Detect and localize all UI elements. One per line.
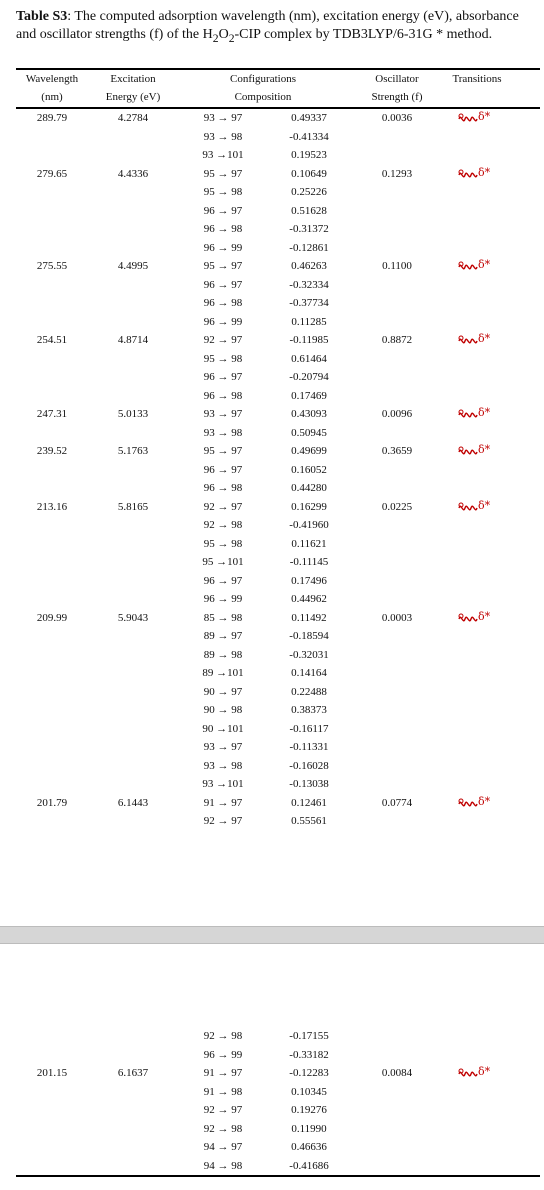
energy-cell: 6.1443 (117, 796, 149, 809)
caption-o: O (218, 27, 229, 42)
header-oscillator (362, 73, 432, 104)
wavelength-cell: 209.99 (36, 611, 68, 624)
transition-label: δ* (478, 332, 491, 345)
configuration-cell: 89 → 98 (203, 648, 243, 661)
oscillator-cell: 0.0774 (381, 796, 413, 809)
transition-symbol (458, 259, 498, 273)
configuration-cell: 92 → 98 (203, 1030, 243, 1042)
header-bottom-rule (16, 107, 540, 109)
composition-cell: -0.13038 (289, 778, 329, 790)
energy-cell: 4.8714 (117, 334, 149, 346)
configuration-cell: 96 → 97 (203, 463, 243, 476)
configuration-cell: 90 →101 (202, 722, 244, 735)
composition-cell: 0.10345 (291, 1085, 327, 1098)
header-osc-line2: Strength (f) (371, 91, 423, 103)
caption-text-1: : The computed adsorption wavelength (nm), excitation energy (eV), absorbance and oscillator strengths (f) of the H (16, 9, 519, 42)
configuration-cell: 93 → 97 (203, 741, 243, 753)
configuration-cell: 91 → 97 (203, 796, 243, 809)
header-configurations (200, 73, 326, 104)
configuration-cell: 91 → 97 (203, 1067, 243, 1079)
configuration-cell: 95 → 98 (203, 352, 243, 365)
configuration-cell: 96 → 99 (203, 241, 243, 254)
composition-cell: -0.31372 (289, 223, 329, 235)
composition-cell: -0.20794 (289, 371, 329, 383)
composition-cell: -0.11985 (289, 334, 329, 346)
configuration-cell: 92 → 97 (203, 1104, 243, 1116)
configuration-cell: 96 → 98 (203, 297, 243, 309)
oscillator-cell: 0.8872 (381, 334, 413, 346)
oscillator-cell: 0.1100 (382, 260, 412, 272)
wavelength-cell: 239.52 (36, 445, 68, 457)
sigma-wave-arrow-icon (458, 111, 480, 125)
configuration-cell: 95 → 98 (203, 537, 243, 550)
wavelength-cell: 289.79 (36, 112, 68, 124)
composition-cell: 0.11621 (291, 537, 327, 550)
sigma-wave-arrow-icon (458, 444, 480, 458)
sigma-wave-arrow-icon (458, 167, 480, 181)
composition-cell: 0.46636 (291, 1141, 327, 1153)
composition-cell: 0.19523 (291, 149, 327, 161)
configuration-cell: 95 → 97 (203, 260, 243, 272)
header-config-line2: Composition (234, 91, 292, 103)
transition-label: δ* (478, 165, 491, 179)
energy-cell: 4.2784 (117, 112, 149, 124)
composition-cell: 0.38373 (291, 704, 327, 716)
header-wavelength (16, 73, 88, 104)
composition-cell: 0.25226 (291, 186, 327, 198)
configuration-cell: 91 → 98 (203, 1085, 243, 1098)
composition-cell: 0.22488 (291, 685, 327, 698)
header-energy-line1: Excitation (110, 73, 156, 85)
composition-cell: 0.51628 (291, 204, 327, 217)
configuration-cell: 96 → 97 (203, 278, 243, 291)
table-label: Table S3 (16, 9, 68, 24)
composition-cell: 0.14164 (291, 667, 327, 679)
composition-cell: 0.17469 (291, 389, 327, 402)
configuration-cell: 89 →101 (202, 667, 244, 679)
sigma-wave-arrow-icon (458, 796, 480, 810)
composition-cell: 0.17496 (291, 574, 327, 587)
oscillator-cell: 0.0225 (381, 500, 413, 513)
composition-cell: -0.18594 (289, 630, 329, 642)
wavelength-cell: 279.65 (36, 167, 68, 180)
composition-cell: -0.32334 (289, 278, 329, 291)
transition-symbol (458, 500, 498, 514)
configuration-cell: 93 → 97 (203, 112, 243, 124)
header-config-line1: Configurations (230, 73, 296, 85)
configuration-cell: 93 → 97 (203, 408, 243, 420)
configuration-cell: 92 → 98 (203, 519, 243, 531)
composition-cell: -0.12283 (289, 1067, 329, 1079)
composition-cell: -0.11331 (289, 741, 329, 753)
composition-cell: -0.33182 (289, 1048, 329, 1061)
sigma-wave-arrow-icon (458, 259, 480, 273)
configuration-cell: 96 → 99 (203, 593, 243, 605)
page-break (0, 926, 544, 944)
configuration-cell: 95 →101 (202, 556, 244, 568)
transition-symbol (458, 167, 498, 181)
transition-symbol (458, 444, 498, 458)
configuration-cell: 90 → 97 (203, 685, 243, 698)
sigma-wave-arrow-icon (458, 500, 480, 514)
transition-label: δ* (478, 498, 491, 512)
energy-cell: 5.0133 (117, 408, 149, 420)
configuration-cell: 92 → 97 (203, 815, 243, 827)
energy-cell: 5.1763 (117, 445, 149, 457)
oscillator-cell: 0.1293 (381, 167, 413, 180)
configuration-cell: 96 → 98 (203, 223, 243, 235)
wavelength-cell: 275.55 (36, 260, 68, 272)
configuration-cell: 94 → 97 (203, 1141, 243, 1153)
oscillator-cell: 0.0084 (381, 1067, 413, 1079)
configuration-cell: 93 → 98 (203, 759, 243, 772)
configuration-cell: 90 → 98 (203, 704, 243, 716)
header-wavelength-line1: Wavelength (25, 73, 79, 85)
energy-cell: 6.1637 (117, 1067, 149, 1079)
wavelength-cell: 213.16 (36, 500, 68, 513)
transition-symbol (458, 611, 498, 625)
transition-symbol (458, 407, 498, 421)
configuration-cell: 96 → 98 (203, 389, 243, 402)
composition-cell: 0.43093 (291, 408, 327, 420)
energy-cell: 5.8165 (117, 500, 149, 513)
composition-cell: -0.16117 (289, 722, 329, 735)
composition-cell: 0.16299 (291, 500, 327, 513)
configuration-cell: 93 →101 (202, 778, 244, 790)
configuration-cell: 92 → 98 (203, 1122, 243, 1135)
sigma-wave-arrow-icon (458, 1066, 480, 1080)
configuration-cell: 92 → 97 (203, 500, 243, 513)
configuration-cell: 96 → 99 (203, 1048, 243, 1061)
composition-cell: 0.49699 (291, 445, 327, 457)
composition-cell: 0.12461 (291, 796, 327, 809)
composition-cell: 0.49337 (291, 112, 327, 124)
composition-cell: 0.50945 (291, 426, 327, 439)
configuration-cell: 93 → 98 (203, 130, 243, 143)
configuration-cell: 96 → 97 (203, 574, 243, 587)
energy-cell: 4.4995 (117, 260, 149, 272)
configuration-cell: 92 → 97 (203, 334, 243, 346)
composition-cell: 0.44280 (291, 482, 327, 494)
composition-cell: 0.46263 (291, 260, 327, 272)
composition-cell: 0.55561 (291, 815, 327, 827)
transition-symbol (458, 333, 498, 347)
configuration-cell: 93 →101 (202, 149, 244, 161)
header-energy-line2: Energy (eV) (105, 91, 161, 103)
energy-cell: 5.9043 (117, 611, 149, 624)
configuration-cell: 95 → 97 (203, 445, 243, 457)
sigma-wave-arrow-icon (458, 333, 480, 347)
transition-label: δ* (478, 406, 491, 419)
configuration-cell: 95 → 98 (203, 186, 243, 198)
table-bottom-rule (16, 1175, 540, 1177)
header-transitions (442, 73, 512, 86)
header-wavelength-line2: (nm) (41, 91, 63, 103)
transition-label: δ* (478, 443, 491, 456)
configuration-cell: 85 → 98 (203, 611, 243, 624)
caption-sub-2: 2 (228, 31, 235, 45)
transition-symbol (458, 111, 498, 125)
header-trans-line1: Transitions (452, 73, 502, 85)
configuration-cell: 94 → 98 (203, 1159, 243, 1172)
header-osc-line1: Oscillator (375, 73, 419, 85)
composition-cell: 0.61464 (291, 352, 327, 365)
composition-cell: -0.17155 (289, 1030, 329, 1042)
configuration-cell: 96 → 98 (203, 482, 243, 494)
transition-label: δ* (478, 258, 491, 271)
composition-cell: 0.11285 (291, 315, 327, 328)
energy-cell: 4.4336 (117, 167, 149, 180)
composition-cell: 0.44962 (291, 593, 327, 605)
configuration-cell: 89 → 97 (203, 630, 243, 642)
transition-symbol (458, 796, 498, 810)
composition-cell: -0.16028 (289, 759, 329, 772)
wavelength-cell: 254.51 (36, 334, 68, 346)
sigma-wave-arrow-icon (458, 407, 480, 421)
header-energy (98, 73, 168, 104)
composition-cell: -0.41334 (289, 130, 329, 143)
oscillator-cell: 0.3659 (381, 445, 413, 457)
configuration-cell: 96 → 97 (203, 371, 243, 383)
table-top-rule (16, 68, 540, 70)
caption-sub-1: 2 (212, 31, 219, 45)
oscillator-cell: 0.0036 (381, 112, 413, 124)
composition-cell: -0.12861 (289, 241, 329, 254)
table-caption (16, 8, 536, 48)
sigma-wave-arrow-icon (458, 611, 480, 625)
composition-cell: 0.16052 (291, 463, 327, 476)
configuration-cell: 96 → 99 (203, 315, 243, 328)
composition-cell: -0.11145 (289, 556, 329, 568)
configuration-cell: 93 → 98 (203, 426, 243, 439)
wavelength-cell: 201.79 (36, 796, 68, 809)
composition-cell: -0.41960 (289, 519, 329, 531)
transition-symbol (458, 1066, 498, 1080)
transition-label: δ* (478, 1065, 491, 1078)
caption-text-2: -CIP complex by TDB3LYP/6-31G * method. (234, 27, 493, 42)
transition-label: δ* (478, 794, 491, 808)
configuration-cell: 96 → 97 (203, 204, 243, 217)
configuration-cell: 95 → 97 (203, 167, 243, 180)
transition-label: δ* (478, 609, 491, 623)
composition-cell: 0.11990 (291, 1122, 327, 1135)
composition-cell: 0.11492 (291, 611, 327, 624)
oscillator-cell: 0.0003 (381, 611, 413, 624)
composition-cell: -0.37734 (289, 297, 329, 309)
wavelength-cell: 201.15 (36, 1067, 68, 1079)
composition-cell: 0.19276 (291, 1104, 327, 1116)
composition-cell: -0.41686 (289, 1159, 329, 1172)
wavelength-cell: 247.31 (36, 408, 68, 420)
composition-cell: -0.32031 (289, 648, 329, 661)
transition-label: δ* (478, 110, 491, 123)
oscillator-cell: 0.0096 (381, 408, 413, 420)
composition-cell: 0.10649 (291, 167, 327, 180)
